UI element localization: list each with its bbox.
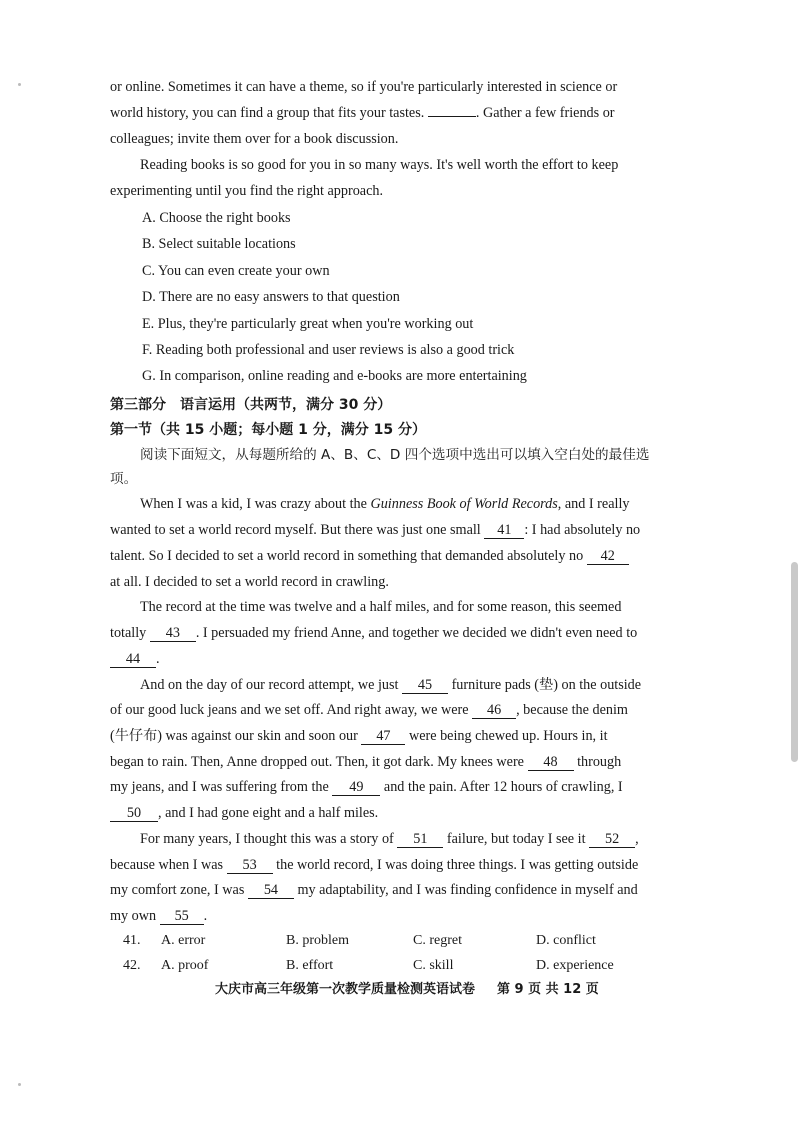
book-title: Guinness Book of World Records (370, 496, 558, 512)
passage-line (110, 778, 670, 796)
blank-passage-gap (428, 116, 476, 117)
option-e: E. Plus, they're particularly great when you're working out (142, 316, 474, 332)
choice-number: 41. (123, 933, 141, 948)
blank-53: 53 (227, 857, 273, 874)
passage-line (110, 727, 670, 745)
passage-line (140, 495, 700, 513)
passage-line (110, 701, 670, 719)
choice-d: D. experience (536, 958, 614, 973)
scrollbar[interactable] (791, 562, 798, 762)
passage-line (110, 804, 670, 822)
blank-48: 48 (528, 754, 574, 771)
text-segment: : I had absolutely no (524, 522, 641, 538)
page-number: 第 9 页 共 12 页 (497, 982, 599, 997)
text-segment: For many years, I thought this was a story of (140, 831, 394, 847)
passage-line (110, 521, 670, 539)
passage-line (140, 830, 700, 848)
choice-b: B. problem (286, 933, 349, 948)
exam-title: 大庆市高三年级第一次教学质量检测英语试卷 (215, 982, 476, 997)
text-line (110, 104, 670, 122)
text-segment: because when I was (110, 857, 224, 873)
text-segment: furniture pads (垫) on the outside (451, 677, 642, 693)
text-segment: my jeans, and I was suffering from the (110, 779, 329, 795)
text-segment: my own (110, 908, 157, 924)
scan-mark (18, 1083, 21, 1086)
text-line: Reading books is so good for you in so many ways. It's well worth the effort to keep (140, 157, 619, 173)
blank-42: 42 (587, 548, 629, 565)
text-segment: were being chewed up. Hours in, it (408, 728, 608, 744)
text-segment: (牛仔布) was against our skin and soon our (110, 728, 358, 744)
text-segment: , (635, 831, 639, 847)
text-segment: , because the denim (516, 702, 628, 718)
option-d: D. There are no easy answers to that question (142, 289, 400, 305)
text-segment: and the pain. After 12 hours of crawling, I (383, 779, 623, 795)
blank-49: 49 (332, 779, 380, 796)
passage-line (110, 907, 670, 925)
instruction: 阅读下面短文，从每题所给的 A、B、C、D 四个选项中选出可以填入空白处的最佳选 (140, 447, 650, 463)
text-segment: the world record, I was doing three things. I was getting outside (276, 857, 639, 873)
text-segment: my comfort zone, I was (110, 882, 245, 898)
choice-d: D. conflict (536, 933, 596, 948)
option-g: G. In comparison, online reading and e-books are more entertaining (142, 368, 527, 384)
blank-43: 43 (150, 625, 196, 642)
text-segment: . (156, 651, 160, 667)
text-line: colleagues; invite them over for a book discussion. (110, 131, 399, 147)
blank-51: 51 (397, 831, 443, 848)
passage-line (110, 547, 670, 565)
text-line: experimenting until you find the right approach. (110, 183, 384, 199)
text-segment: . I persuaded my friend Anne, and together we decided we didn't even need to (195, 625, 638, 641)
choice-number: 42. (123, 958, 141, 973)
text-segment: , and I had gone eight and a half miles. (158, 805, 379, 821)
text-segment: of our good luck jeans and we set off. And right away, we were (110, 702, 469, 718)
blank-44: 44 (110, 651, 156, 668)
passage-line: The record at the time was twelve and a half miles, and for some reason, this seemed (140, 599, 622, 615)
text-segment: talent. So I decided to set a world record in something that demanded absolutely no (110, 548, 584, 564)
text-segment: began to rain. Then, Anne dropped out. Then, it got dark. My knees were (110, 754, 524, 770)
blank-46: 46 (472, 702, 516, 719)
text-segment: wanted to set a world record myself. But there was just one small (110, 522, 481, 538)
choice-c: C. regret (413, 933, 462, 948)
blank-55: 55 (160, 908, 204, 925)
section-title: 第三部分 语言运用（共两节，满分 30 分） (110, 397, 392, 413)
choice-c: C. skill (413, 958, 454, 973)
blank-41: 41 (484, 522, 524, 539)
text-segment: my adaptability, and I was finding confidence in myself and (297, 882, 638, 898)
text-segment: . Gather a few friends or (475, 105, 615, 121)
text-segment: through (577, 754, 622, 770)
passage-line (110, 753, 670, 771)
passage-line (110, 624, 670, 642)
blank-45: 45 (402, 677, 448, 694)
option-b: B. Select suitable locations (142, 236, 296, 252)
choice-b: B. effort (286, 958, 334, 973)
blank-47: 47 (361, 728, 405, 745)
passage-line (110, 650, 670, 668)
text-segment: totally (110, 625, 147, 641)
passage-line (140, 676, 700, 694)
option-f: F. Reading both professional and user reviews is also a good trick (142, 342, 515, 358)
blank-52: 52 (589, 831, 635, 848)
text-segment: When I was a kid, I was crazy about the (140, 496, 371, 512)
passage-line (110, 881, 670, 899)
passage-line (110, 856, 670, 874)
choice-a: A. proof (161, 958, 209, 973)
scan-mark (18, 83, 21, 86)
text-segment: And on the day of our record attempt, we just (140, 677, 399, 693)
option-c: C. You can even create your own (142, 263, 330, 279)
instruction: 项。 (110, 471, 138, 487)
page-footer (215, 978, 599, 997)
passage-line: at all. I decided to set a world record in crawling. (110, 574, 389, 590)
section-subtitle: 第一节（共 15 小题；每小题 1 分，满分 15 分） (110, 422, 426, 438)
text-segment: , and I really (557, 496, 630, 512)
blank-50: 50 (110, 805, 158, 822)
text-segment: failure, but today I see it (446, 831, 586, 847)
text-segment: world history, you can find a group that fits your tastes. (110, 105, 425, 121)
text-line: or online. Sometimes it can have a theme, so if you're particularly interested in science or (110, 79, 618, 95)
blank-54: 54 (248, 882, 294, 899)
choice-a: A. error (161, 933, 206, 948)
option-a: A. Choose the right books (142, 210, 291, 226)
text-segment: . (203, 908, 208, 924)
